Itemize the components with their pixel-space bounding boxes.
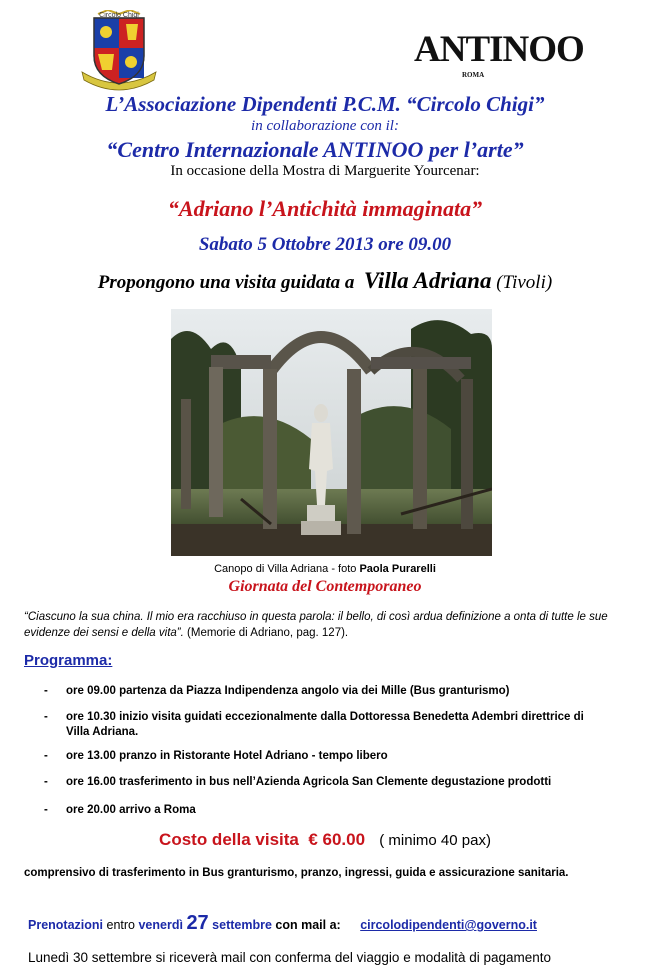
programme-heading: Programma: bbox=[24, 652, 113, 669]
booking-line bbox=[28, 912, 537, 935]
canopo-photo bbox=[171, 309, 492, 556]
occasion-line: In occasione della Mostra di Marguerite Yourcenar: bbox=[170, 163, 480, 179]
cost-amount: € 60.00 bbox=[308, 830, 366, 849]
booking-email-link[interactable]: circolodipendenti@governo.it bbox=[360, 918, 537, 932]
cost-line bbox=[0, 830, 650, 850]
proposal-line bbox=[0, 268, 650, 294]
villa-name: Villa Adriana bbox=[363, 268, 492, 293]
quote-text: “Ciascuno la sua china. Il mio era racchiuso in questa parola: il bello, di così ardua definizione a onta di tutte le sue evidenze dei sensi e della vita”. bbox=[24, 611, 608, 639]
event-date: Sabato 5 Ottobre 2013 ore 09.00 bbox=[198, 234, 452, 255]
photo-subtitle: Giornata del Contemporaneo bbox=[228, 578, 422, 595]
includes-text: comprensivo di trasferimento in Bus granturismo, pranzo, ingressi, guida e assicurazione sanitaria. bbox=[24, 867, 569, 879]
confirmation-note: Lunedì 30 settembre si riceverà mail con conferma del viaggio e modalità di pagamento bbox=[28, 950, 552, 965]
booking-entro: entro bbox=[106, 918, 135, 932]
programme-bullet: - bbox=[44, 750, 48, 762]
association-title: L’Associazione Dipendenti P.C.M. “Circolo Chigi” bbox=[105, 92, 545, 116]
collaboration-line: in collaborazione con il: bbox=[251, 118, 399, 134]
crest-label: Circolo Chigi bbox=[99, 12, 139, 19]
antinoo-logo bbox=[414, 28, 584, 82]
programme-item-text: ore 13.00 pranzo in Ristorante Hotel Adriano - tempo libero bbox=[66, 750, 388, 762]
caption-prefix: Canopo di Villa Adriana - foto bbox=[214, 563, 357, 575]
booking-day: venerdì bbox=[138, 918, 183, 932]
booking-by-mail: con mail a: bbox=[275, 918, 341, 932]
circolo-chigi-crest-icon bbox=[78, 10, 160, 94]
booking-label: Prenotazioni bbox=[28, 918, 104, 932]
programme-bullet: - bbox=[44, 685, 48, 697]
booking-number: 27 bbox=[186, 912, 209, 934]
booking-month: settembre bbox=[212, 918, 272, 932]
programme-item-text: ore 20.00 arrivo a Roma bbox=[66, 804, 196, 816]
programme-item-text: ore 10.30 inizio visita guidati eccezionalmente dalla Dottoressa Benedetta Adembri direttrice di Villa Adriana. bbox=[66, 711, 584, 738]
programme-bullet: - bbox=[44, 804, 48, 816]
cost-minimum: ( minimo 40 pax) bbox=[379, 832, 491, 849]
programme-bullet: - bbox=[44, 711, 48, 723]
quote-source: (Memorie di Adriano, pag. 127). bbox=[187, 627, 349, 639]
programme-bullet: - bbox=[44, 776, 48, 788]
photo-caption bbox=[0, 563, 650, 575]
caption-author: Paola Purarelli bbox=[359, 563, 436, 575]
centre-title: “Centro Internazionale ANTINOO per l’arte” bbox=[106, 137, 524, 162]
proposal-prefix: Propongono una visita guidata a bbox=[97, 272, 355, 293]
yourcenar-quote bbox=[24, 609, 624, 641]
villa-place: (Tivoli) bbox=[496, 272, 553, 293]
exhibition-title: “Adriano l’Antichità immaginata” bbox=[167, 196, 483, 221]
programme-item-text: ore 16.00 trasferimento in bus nell’Azienda Agricola San Clemente degustazione prodotti bbox=[66, 776, 552, 788]
antinoo-logo-sub: ROMA bbox=[462, 71, 485, 79]
cost-label: Costo della visita bbox=[159, 830, 299, 849]
programme-item-text: ore 09.00 partenza da Piazza Indipendenza angolo via dei Mille (Bus granturismo) bbox=[66, 685, 510, 697]
antinoo-logo-text: ANTINOO bbox=[414, 29, 584, 70]
